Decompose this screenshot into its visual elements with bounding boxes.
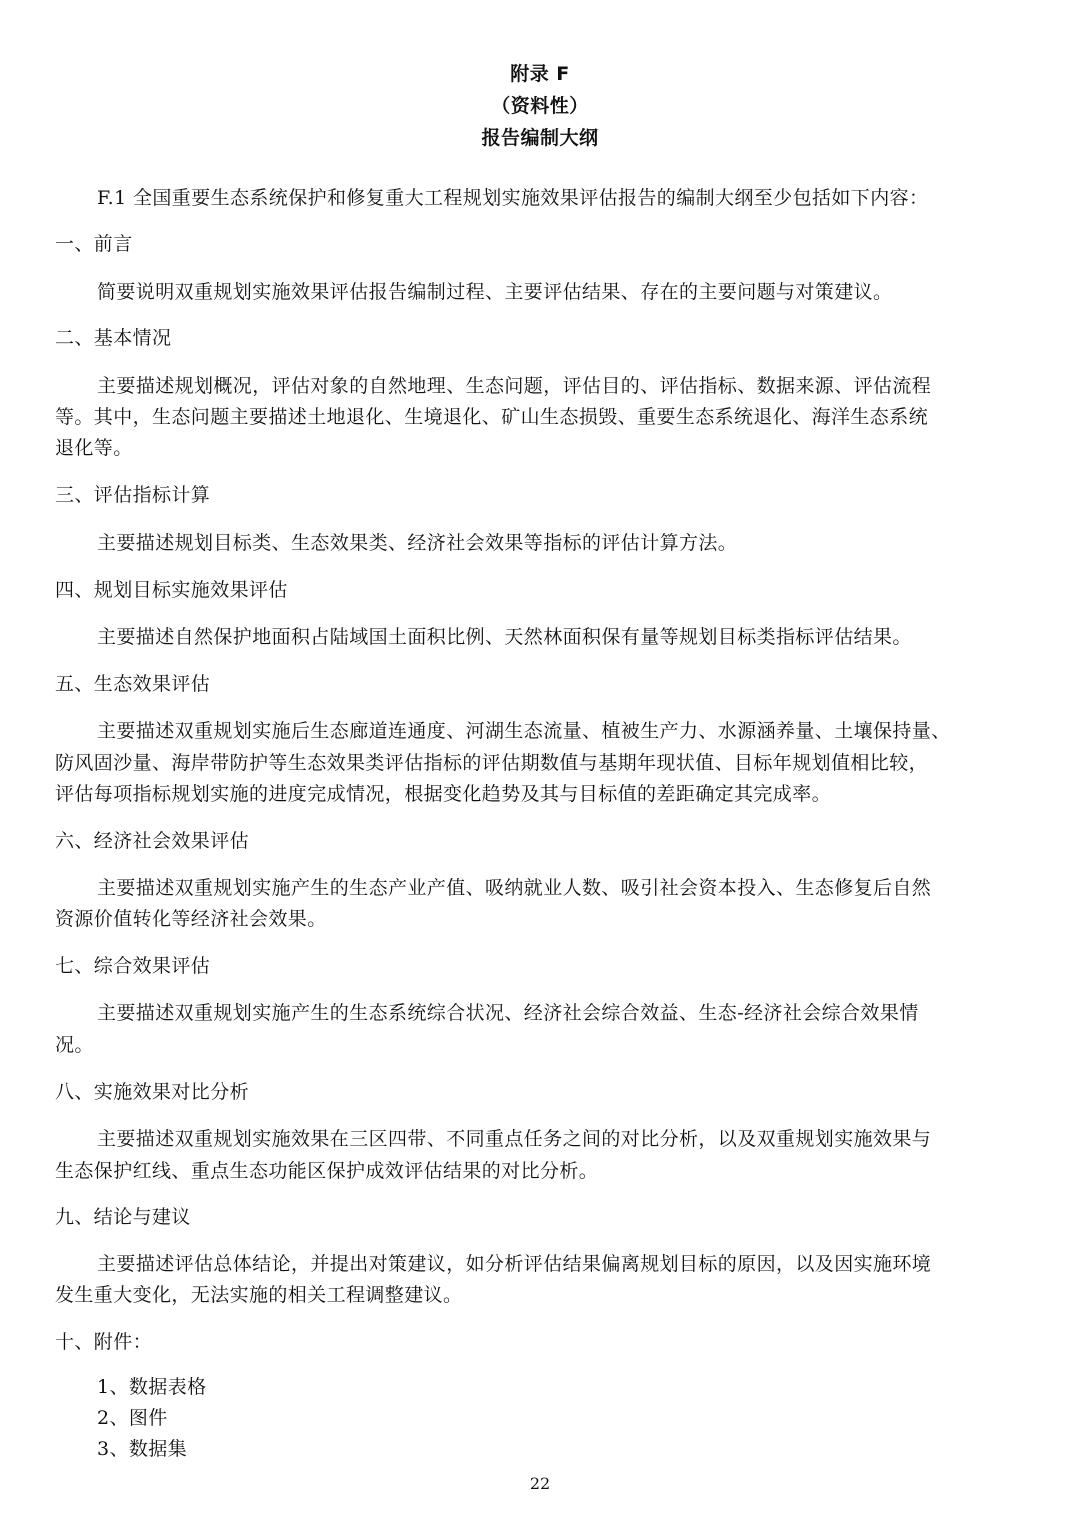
section-text-line: 等。其中，生态问题主要描述土地退化、生境退化、矿山生态损毁、重要生态系统退化、海洋生态系统 xyxy=(55,406,929,428)
section-text-line: 主要描述自然保护地面积占陆域国土面积比例、天然林面积保有量等规划目标类指标评估结果。 xyxy=(97,626,912,648)
section-heading: 八、实施效果对比分析 xyxy=(55,1081,250,1103)
section-text-line: 主要描述规划概况，评估对象的自然地理、生态问题，评估目的、评估指标、数据来源、评估流程 xyxy=(97,375,932,397)
section-text-line: 主要描述评估总体结论，并提出对策建议，如分析评估结果偏离规划目标的原因，以及因实施环境 xyxy=(97,1253,932,1275)
section-text-line: 资源价值转化等经济社会效果。 xyxy=(55,908,327,930)
intro-paragraph: F.1 全国重要生态系统保护和修复重大工程规划实施效果评估报告的编制大纲至少包括如下内容： xyxy=(97,187,929,209)
attachment-item: 2、图件 xyxy=(97,1407,168,1429)
appendix-label: 附录 F xyxy=(510,63,570,85)
section-text-line: 主要描述双重规划实施效果在三区四带、不同重点任务之间的对比分析，以及双重规划实施效果与 xyxy=(97,1128,932,1150)
appendix-type: （资料性） xyxy=(491,95,589,117)
section-heading: 三、评估指标计算 xyxy=(55,484,211,506)
attachment-item: 1、数据表格 xyxy=(97,1376,207,1398)
section-heading: 十、附件： xyxy=(55,1331,153,1353)
section-heading: 九、结论与建议 xyxy=(55,1206,191,1228)
section-text-line: 况。 xyxy=(55,1034,94,1056)
section-text-line: 防风固沙量、海岸带防护等生态效果类评估指标的评估期数值与基期年现状值、目标年规划值相比较， xyxy=(55,752,929,774)
section-text-line: 主要描述双重规划实施产生的生态产业产值、吸纳就业人数、吸引社会资本投入、生态修复后自然 xyxy=(97,877,932,899)
section-heading: 四、规划目标实施效果评估 xyxy=(55,579,288,601)
section-heading: 一、前言 xyxy=(55,233,133,255)
section-text-line: 简要说明双重规划实施效果评估报告编制过程、主要评估结果、存在的主要问题与对策建议。 xyxy=(97,281,893,303)
attachment-item: 3、数据集 xyxy=(97,1438,188,1460)
section-heading: 七、综合效果评估 xyxy=(55,955,211,977)
section-text-line: 主要描述双重规划实施产生的生态系统综合状况、经济社会综合效益、生态-经济社会综合效果情 xyxy=(97,1002,919,1024)
page-title: 报告编制大纲 xyxy=(481,127,599,149)
section-text-line: 评估每项指标规划实施的进度完成情况，根据变化趋势及其与目标值的差距确定其完成率。 xyxy=(55,783,832,805)
section-text-line: 退化等。 xyxy=(55,437,133,459)
section-text-line: 发生重大变化，无法实施的相关工程调整建议。 xyxy=(55,1284,463,1306)
page-number: 22 xyxy=(529,1474,551,1493)
section-heading: 二、基本情况 xyxy=(55,327,172,349)
section-text-line: 主要描述双重规划实施后生态廊道连通度、河湖生态流量、植被生产力、水源涵养量、土壤保持量、 xyxy=(97,720,951,742)
section-text-line: 生态保护红线、重点生态功能区保护成效评估结果的对比分析。 xyxy=(55,1160,599,1182)
section-heading: 六、经济社会效果评估 xyxy=(55,830,250,852)
section-heading: 五、生态效果评估 xyxy=(55,673,211,695)
section-text-line: 主要描述规划目标类、生态效果类、经济社会效果等指标的评估计算方法。 xyxy=(97,532,738,554)
